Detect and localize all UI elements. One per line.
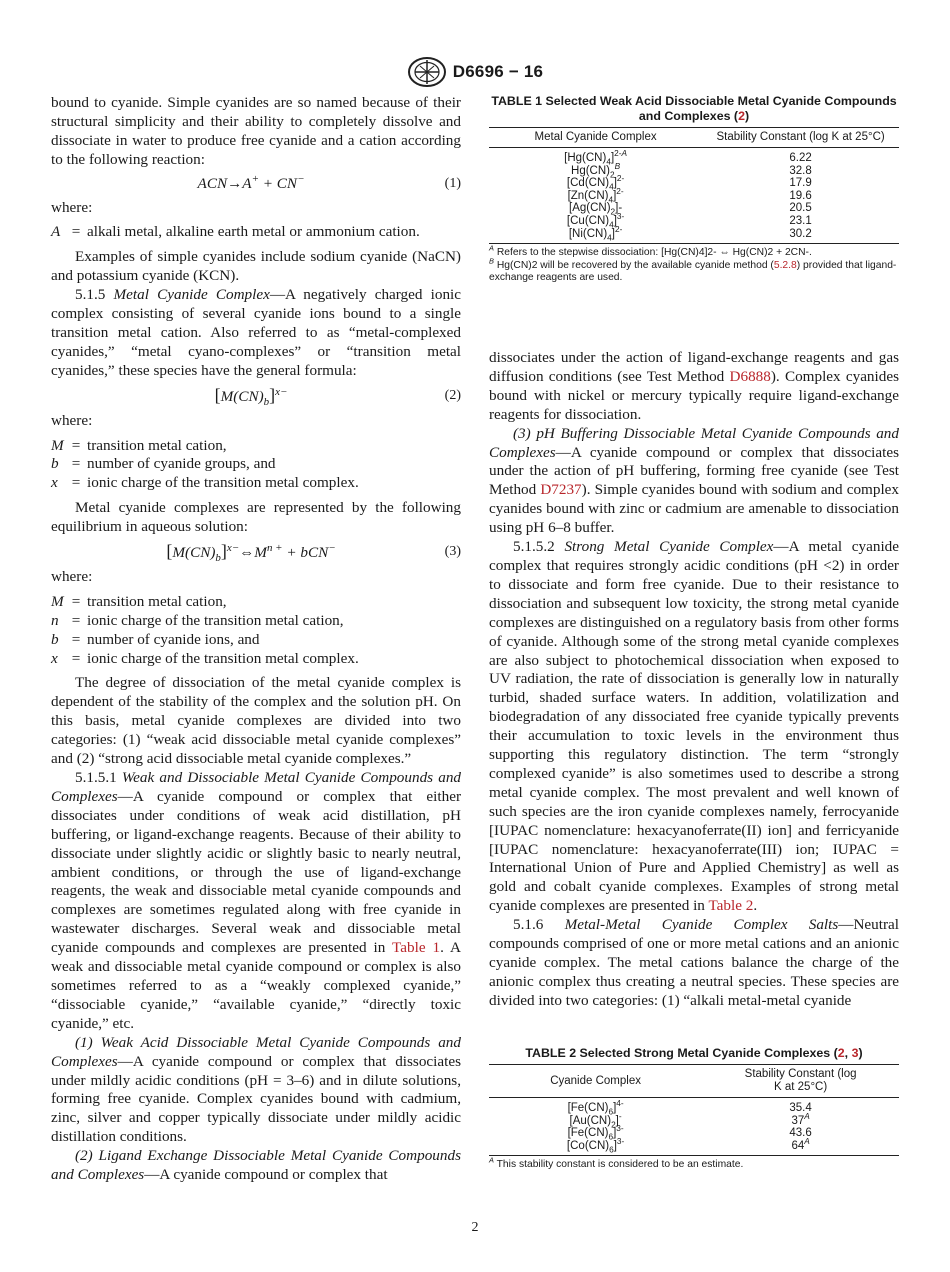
table-row: $[Fe(CN)_6]^{4-}$ 35.4	[567, 1099, 812, 1117]
table-note: $^B$ Hg(CN)2 will be recovered by the available cyanide method (5.2.8) provided that ligand-exchange reagents are used.	[489, 256, 897, 284]
paragraph: The degree of dissociation of the metal cyanide complex is dependent of the stability of the complex and the solution pH. On this basis, metal cyanide complexes are divided into two categories: (1) “weak acid dissociable metal cyanide complexes” and (2) “strong acid dissociable metal cyanide complexes.”	[51, 674, 461, 768]
equation-1: ACN→A+ + CN− (1)	[197, 172, 461, 192]
table-note: $^A$ Refers to the stepwise dissociation: [Hg(CN)4]2- ⇔ Hg(CN)2 + 2CN-.	[489, 243, 812, 259]
standard-designation: D6696 − 16	[452, 62, 544, 81]
subsection-ph-buffering: (3) pH Buffering Dissociable Metal Cyanide Compounds and Complexes—A cyanide compound or complex that dissociates under the action of pH buffering, forming free cyanide (see Test Method D7237). Simple cyanides bound with sodium and complex cyanides bound with zinc or cadmium are amenable to dissociation using pH 6–8 buffer.	[489, 424, 899, 537]
right-column	[489, 349, 899, 1011]
variable-definition: x = ionic charge of the transition metal complex.	[51, 474, 359, 492]
table-1-caption: TABLE 1 Selected Weak Acid Dissociable Metal Cyanide Compounds and Complexes (2)	[491, 94, 897, 123]
section-5-1-6: 5.1.6 Metal-Metal Cyanide Complex Salts—Neutral compounds comprised of one or more metal cations and an anionic cyanide complex. The metal cations balance the charge of the anionic complex thus creating a neutral species. These species are divided into two categories: (1) “alkali metal-metal cyanide	[489, 916, 900, 1009]
reference-link[interactable]: 2	[738, 109, 745, 123]
table-row: $[Hg(CN)_4]^{2-A}$ 6.22	[564, 149, 812, 167]
equation-3: $[M(CN)_b]^{x-}\Leftrightarrow M^{n +} + bCN^-$ (3)	[166, 541, 461, 565]
reference-link[interactable]: 2	[837, 1046, 845, 1060]
variable-definition: M = transition metal cation,	[51, 436, 227, 454]
astm-logo	[407, 56, 447, 88]
paragraph: bound to cyanide. Simple cyanides are so named because of their structural simplicity and their ability to completely dissolve and dissociate in water to produce free cyanide and a cation according to the following reaction:	[51, 94, 461, 168]
section-5-1-5: 5.1.5 Metal Cyanide Complex—A negatively charged ionic complex consisting of several cyanide ions bound to a single transition metal cation. Also referred to as “metal-complexed cyanides,” “metal cyano-complexes” or “transition metal cyanides,” these species have the general formula:	[51, 286, 462, 379]
column-header: Stability Constant (log K at 25°C)	[702, 128, 899, 148]
table-row: $[Zn(CN)_4]^{2-}$ 19.6	[567, 186, 812, 205]
where-label: where:	[51, 567, 93, 585]
paragraph: dissociates under the action of ligand-exchange reagents and gas diffusion conditions (see Test Method D6888). Complex cyanides bound with nickel or mercury typically require ligand-exchange reagents for dissociation.	[489, 349, 899, 423]
variable-definition: x = ionic charge of the transition metal complex.	[51, 649, 359, 667]
reference-link[interactable]: 3	[851, 1046, 859, 1060]
paragraph: Examples of simple cyanides include sodium cyanide (NaCN) and potassium cyanide (KCN).	[51, 248, 461, 285]
subsection-ligand-exchange: (2) Ligand Exchange Dissociable Metal Cyanide Compounds and Complexes—A cyanide compound or complex that	[51, 1147, 461, 1184]
table-row: $[Co(CN)_6]^{3-}$ $64^A$	[489, 1140, 899, 1156]
section-5-1-5-2: 5.1.5.2 Strong Metal Cyanide Complex—A metal cyanide complex that requires strongly acidic conditions (pH <2) in order to dissociate and form free cyanide. Due to their resistance to dissociation and subsequent low toxicity, the strong metal cyanide complexes are distinguished on a regulatory basis from other forms of cyanide. Although some of the strong metal cyanide complexes are also subject to photochemical dissociation when exposed to UV radiation, the rate of dissociation is generally low in naturally turbid, shaded surface waters. In addition, volatilization and biodegradation of any dissociated free cyanide typically prevents their accumulation to toxic levels in the environment thus supporting this regulatory distinction. The term “strongly complexed cyanide” is also sometimes used to describe a strong metal cyanide complex. The most prevalent and well known of such species are the iron cyanide complexes namely, ferrocyanide [IUPAC nomenclature: hexacyanoferrate(II) ion] and ferricyanide [IUPAC nomenclature: hexacyanoferrate(III) ion; IUPAC = International Union of Pure and Applied Chemistry] as well as gold and cobalt cyanide complexes. Examples of strong metal cyanide complexes are presented in Table 2.	[489, 538, 900, 915]
table-note: $^A$ This stability constant is considered to be an estimate.	[489, 1155, 744, 1171]
column-header: Stability Constant (log K at 25°C)	[702, 1065, 899, 1098]
variable-definition: b = number of cyanide groups, and	[51, 455, 276, 473]
table-1-link[interactable]: Table 1	[392, 939, 441, 957]
variable-definition: b = number of cyanide ions, and	[51, 630, 260, 648]
table-1	[489, 94, 899, 285]
left-column	[51, 94, 461, 1185]
d7237-link[interactable]: D7237	[540, 481, 582, 499]
column-header: Metal Cyanide Complex	[489, 128, 702, 148]
equation-2: $[M(CN)_b]^{x-}$ (2)	[214, 384, 461, 408]
table-row: $[Cd(CN)_4]^{2-}$ 17.9	[566, 174, 812, 192]
where-label: where:	[51, 411, 93, 429]
page-header	[0, 56, 950, 93]
variable-definition: n = ionic charge of the transition metal cation,	[51, 611, 344, 629]
table-2-link[interactable]: Table 2	[708, 897, 754, 915]
variable-definition: M = transition metal cation,	[51, 592, 227, 610]
table-2-caption: TABLE 2 Selected Strong Metal Cyanide Complexes (2, 3)	[525, 1046, 863, 1060]
paragraph: Metal cyanide complexes are represented by the following equilibrium in aqueous solution:	[51, 499, 461, 536]
subsection-weak-acid: (1) Weak Acid Dissociable Metal Cyanide Compounds and Complexes—A cyanide compound or complex that dissociates under mildly acidic conditions (pH = 3–6) and in dilute solutions, forming free cyanide. Complex cyanides bound with cadmium, zinc, silver and copper typically dissociate under mildly acidic distillation conditions.	[51, 1033, 461, 1146]
table-2	[489, 1046, 899, 1172]
table-row: $[Fe(CN)_6]^{3-}$ 43.6	[567, 1124, 812, 1142]
section-5-1-5-1: 5.1.5.1 Weak and Dissociable Metal Cyanide Compounds and Complexes—A cyanide compound or complex that either dissociates under conditions of weak acid distillation, pH buffering, or ligand-exchange reagents. Because of their ability to dissociate under slightly acidic or slightly basic to nearly neutral, ambient conditions, or through the use of ligand-exchange reagents, the weak and dissociable metal cyanide compounds and complexes are sometimes regulated along with free cyanide in wastewater discharges. Several weak and dissociable metal cyanide compounds and complexes are presented in Table 1. A weak and dissociable metal cyanide compound or complex is also sometimes referred to as a “weakly complexed cyanide,” “dissociable cyanide,” “available cyanide,” “directly toxic cyanide,” etc.	[51, 769, 462, 1032]
variable-definition: A = alkali metal, alkaline earth metal or ammonium cation.	[51, 223, 420, 241]
section-link[interactable]: 5.2.8	[773, 259, 797, 271]
table-row: $[Cu(CN)_4]^{3-}$ 23.1	[566, 212, 812, 230]
table-row: $Hg(CN)_2^B$ 32.8	[571, 161, 812, 179]
d6888-link[interactable]: D6888	[729, 367, 771, 385]
where-label: where:	[51, 198, 93, 216]
page-number: 2	[471, 1220, 479, 1235]
table-row: $[Ni(CN)_4]^{2-}$ 30.2	[489, 228, 899, 244]
table-row: $[Au(CN)_2]^-$ $37^A$	[569, 1111, 810, 1129]
column-header: Cyanide Complex	[489, 1065, 702, 1098]
table-row: $[Ag(CN)_2]-$ 20.5	[569, 202, 812, 217]
